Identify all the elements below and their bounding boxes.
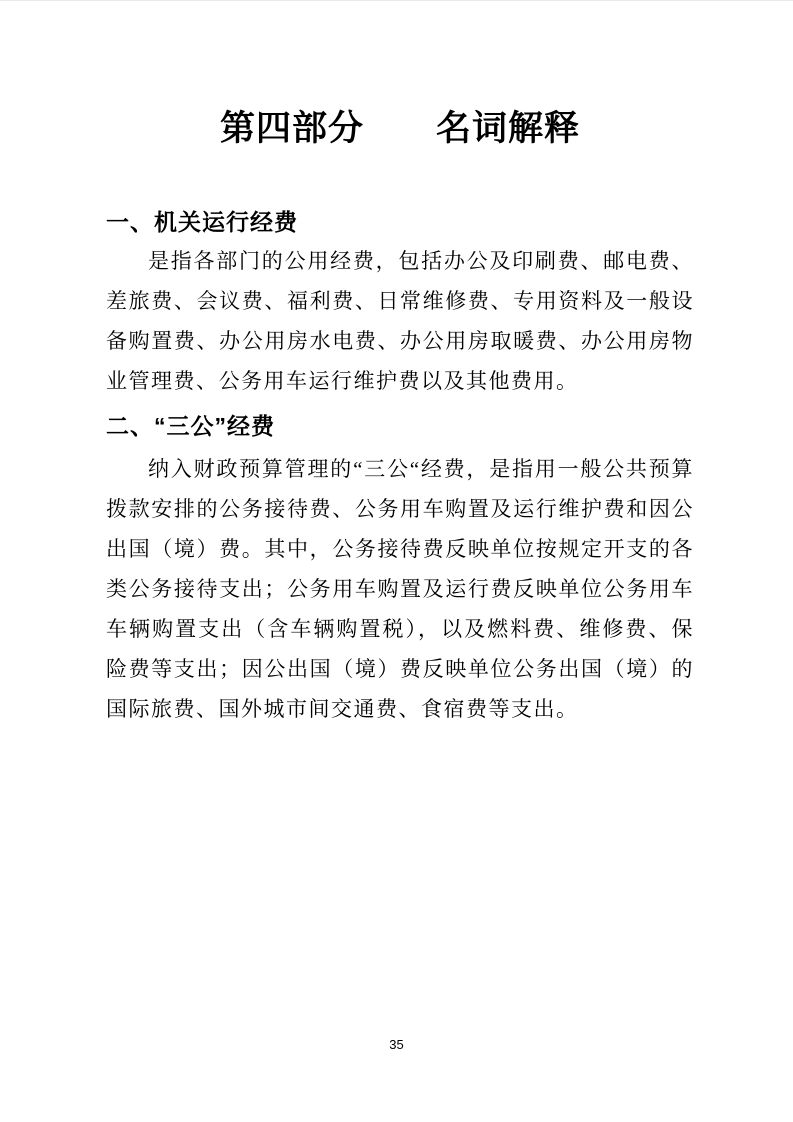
page-title: 第四部分 名词解释: [219, 109, 580, 148]
section-body-agency-operating-expenses: 是指各部门的公用经费，包括办公及印刷费、邮电费、差旅费、会议费、福利费、日常维修费、专用资料及一般设备购置费、办公用房水电费、办公用房取暖费、办公用房物业管理费、公务用车运行维护费以及其他费用。: [106, 249, 694, 393]
section-body-three-public-expenses: 纳入财政预算管理的“三公“经费，是指用一般公共预算拨款安排的公务接待费、公务用车购置及运行维护费和因公出国（境）费。其中，公务接待费反映单位按规定开支的各类公务接待支出；公务用车购置及运行费反映单位公务用车车辆购置支出（含车辆购置税），以及燃料费、维修费、保险费等支出；因公出国（境）费反映单位公务出国（境）的国际旅费、国外城市间交通费、食宿费等支出。: [106, 457, 694, 721]
section-heading-agency-operating-expenses: 一、机关运行经费: [106, 209, 298, 235]
page-number: 35: [389, 1037, 404, 1052]
section-heading-three-public-expenses: 二、“三公”经费: [106, 413, 275, 439]
section-three-public-expenses: [106, 407, 694, 729]
section-agency-operating-expenses: [106, 203, 694, 401]
